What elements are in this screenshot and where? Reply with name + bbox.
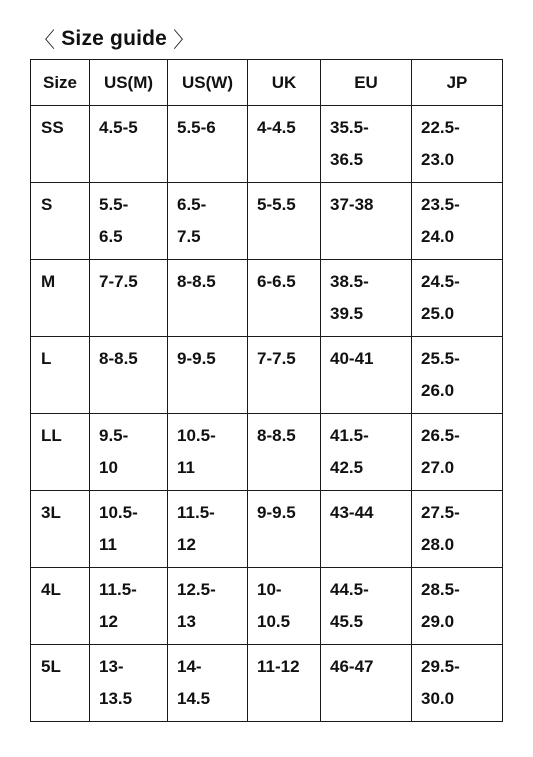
cell-text: 9-9.5 (257, 503, 296, 522)
jp-cell (412, 183, 503, 260)
uk-cell (248, 183, 321, 260)
chevron-left-icon[interactable]: 〈 (34, 29, 56, 52)
us-women-cell (168, 106, 248, 183)
column-header-eu: EU (321, 60, 412, 106)
us-women-cell (168, 491, 248, 568)
cell-text: 35.5- 36.5 (330, 118, 369, 169)
table-row (31, 183, 503, 260)
cell-text: 11-12 (257, 657, 300, 676)
uk-cell (248, 414, 321, 491)
cell-text: 7-7.5 (257, 349, 296, 368)
table-row (31, 645, 503, 722)
cell-text: 44.5- 45.5 (330, 580, 369, 631)
us-women-cell (168, 183, 248, 260)
us-women-cell (168, 568, 248, 645)
table-row (31, 414, 503, 491)
cell-text: 12.5- 13 (177, 580, 216, 631)
size-cell (31, 568, 90, 645)
cell-text: 8-8.5 (257, 426, 296, 445)
us-men-cell (90, 183, 168, 260)
cell-text: 5-5.5 (257, 195, 296, 214)
uk-cell (248, 645, 321, 722)
cell-text: 27.5- 28.0 (421, 503, 460, 554)
cell-text: S (41, 195, 53, 214)
us-men-cell (90, 568, 168, 645)
us-women-cell (168, 260, 248, 337)
cell-text: LL (41, 426, 62, 445)
cell-text: 5.5- 6.5 (99, 195, 129, 246)
cell-text: 7-7.5 (99, 272, 138, 291)
size-cell (31, 414, 90, 491)
us-women-cell (168, 337, 248, 414)
us-men-cell (90, 337, 168, 414)
uk-cell (248, 106, 321, 183)
table-header-row (31, 60, 503, 106)
column-header-us-men: US(M) (90, 60, 168, 106)
cell-text: 6-6.5 (257, 272, 296, 291)
jp-cell (412, 106, 503, 183)
cell-text: 40-41 (330, 349, 374, 368)
cell-text: 29.5- 30.0 (421, 657, 460, 708)
cell-text: L (41, 349, 52, 368)
cell-text: 10.5- 11 (99, 503, 138, 554)
cell-text: 6.5- 7.5 (177, 195, 207, 246)
us-women-cell (168, 414, 248, 491)
cell-text: 4-4.5 (257, 118, 296, 137)
column-header-uk: UK (248, 60, 321, 106)
us-men-cell (90, 106, 168, 183)
cell-text: M (41, 272, 56, 291)
uk-cell (248, 337, 321, 414)
cell-text: 8-8.5 (99, 349, 138, 368)
eu-cell (321, 491, 412, 568)
cell-text: 8-8.5 (177, 272, 216, 291)
jp-cell (412, 568, 503, 645)
cell-text: 43-44 (330, 503, 374, 522)
page-title (34, 24, 194, 54)
us-men-cell (90, 260, 168, 337)
cell-text: 38.5- 39.5 (330, 272, 369, 323)
cell-text: 23.5- 24.0 (421, 195, 460, 246)
eu-cell (321, 183, 412, 260)
column-header-jp: JP (412, 60, 503, 106)
cell-text: 3L (41, 503, 61, 522)
cell-text: 28.5- 29.0 (421, 580, 460, 631)
eu-cell (321, 337, 412, 414)
column-header-size: Size (31, 60, 90, 106)
cell-text: 24.5- 25.0 (421, 272, 460, 323)
page-title-text: Size guide (61, 27, 168, 50)
cell-text: 11.5- 12 (99, 580, 137, 631)
cell-text: 4.5-5 (99, 118, 138, 137)
eu-cell (321, 414, 412, 491)
jp-cell (412, 337, 503, 414)
cell-text: 25.5- 26.0 (421, 349, 460, 400)
jp-cell (412, 645, 503, 722)
jp-cell (412, 260, 503, 337)
us-men-cell (90, 491, 168, 568)
cell-text: 5L (41, 657, 61, 676)
us-men-cell (90, 645, 168, 722)
cell-text: 14- 14.5 (177, 657, 211, 708)
uk-cell (248, 568, 321, 645)
chevron-right-icon[interactable]: 〉 (173, 29, 195, 52)
eu-cell (321, 106, 412, 183)
cell-text: 9-9.5 (177, 349, 216, 368)
cell-text: 10- 10.5 (257, 580, 291, 631)
eu-cell (321, 568, 412, 645)
cell-text: 10.5- 11 (177, 426, 216, 477)
size-guide-table (30, 59, 503, 722)
us-women-cell (168, 645, 248, 722)
cell-text: 26.5- 27.0 (421, 426, 460, 477)
table-row (31, 106, 503, 183)
eu-cell (321, 645, 412, 722)
cell-text: 22.5- 23.0 (421, 118, 460, 169)
cell-text: 37-38 (330, 195, 374, 214)
cell-text: 46-47 (330, 657, 374, 676)
table-row (31, 337, 503, 414)
jp-cell (412, 414, 503, 491)
cell-text: SS (41, 118, 64, 137)
cell-text: 4L (41, 580, 61, 599)
uk-cell (248, 491, 321, 568)
size-cell (31, 337, 90, 414)
cell-text: 9.5- 10 (99, 426, 129, 477)
table-row (31, 260, 503, 337)
column-header-us-women: US(W) (168, 60, 248, 106)
size-cell (31, 106, 90, 183)
eu-cell (321, 260, 412, 337)
cell-text: 5.5-6 (177, 118, 216, 137)
cell-text: 11.5- 12 (177, 503, 215, 554)
us-men-cell (90, 414, 168, 491)
size-cell (31, 260, 90, 337)
table-row (31, 491, 503, 568)
table-row (31, 568, 503, 645)
cell-text: 41.5- 42.5 (330, 426, 369, 477)
size-cell (31, 491, 90, 568)
uk-cell (248, 260, 321, 337)
size-cell (31, 645, 90, 722)
jp-cell (412, 491, 503, 568)
cell-text: 13- 13.5 (99, 657, 133, 708)
size-cell (31, 183, 90, 260)
